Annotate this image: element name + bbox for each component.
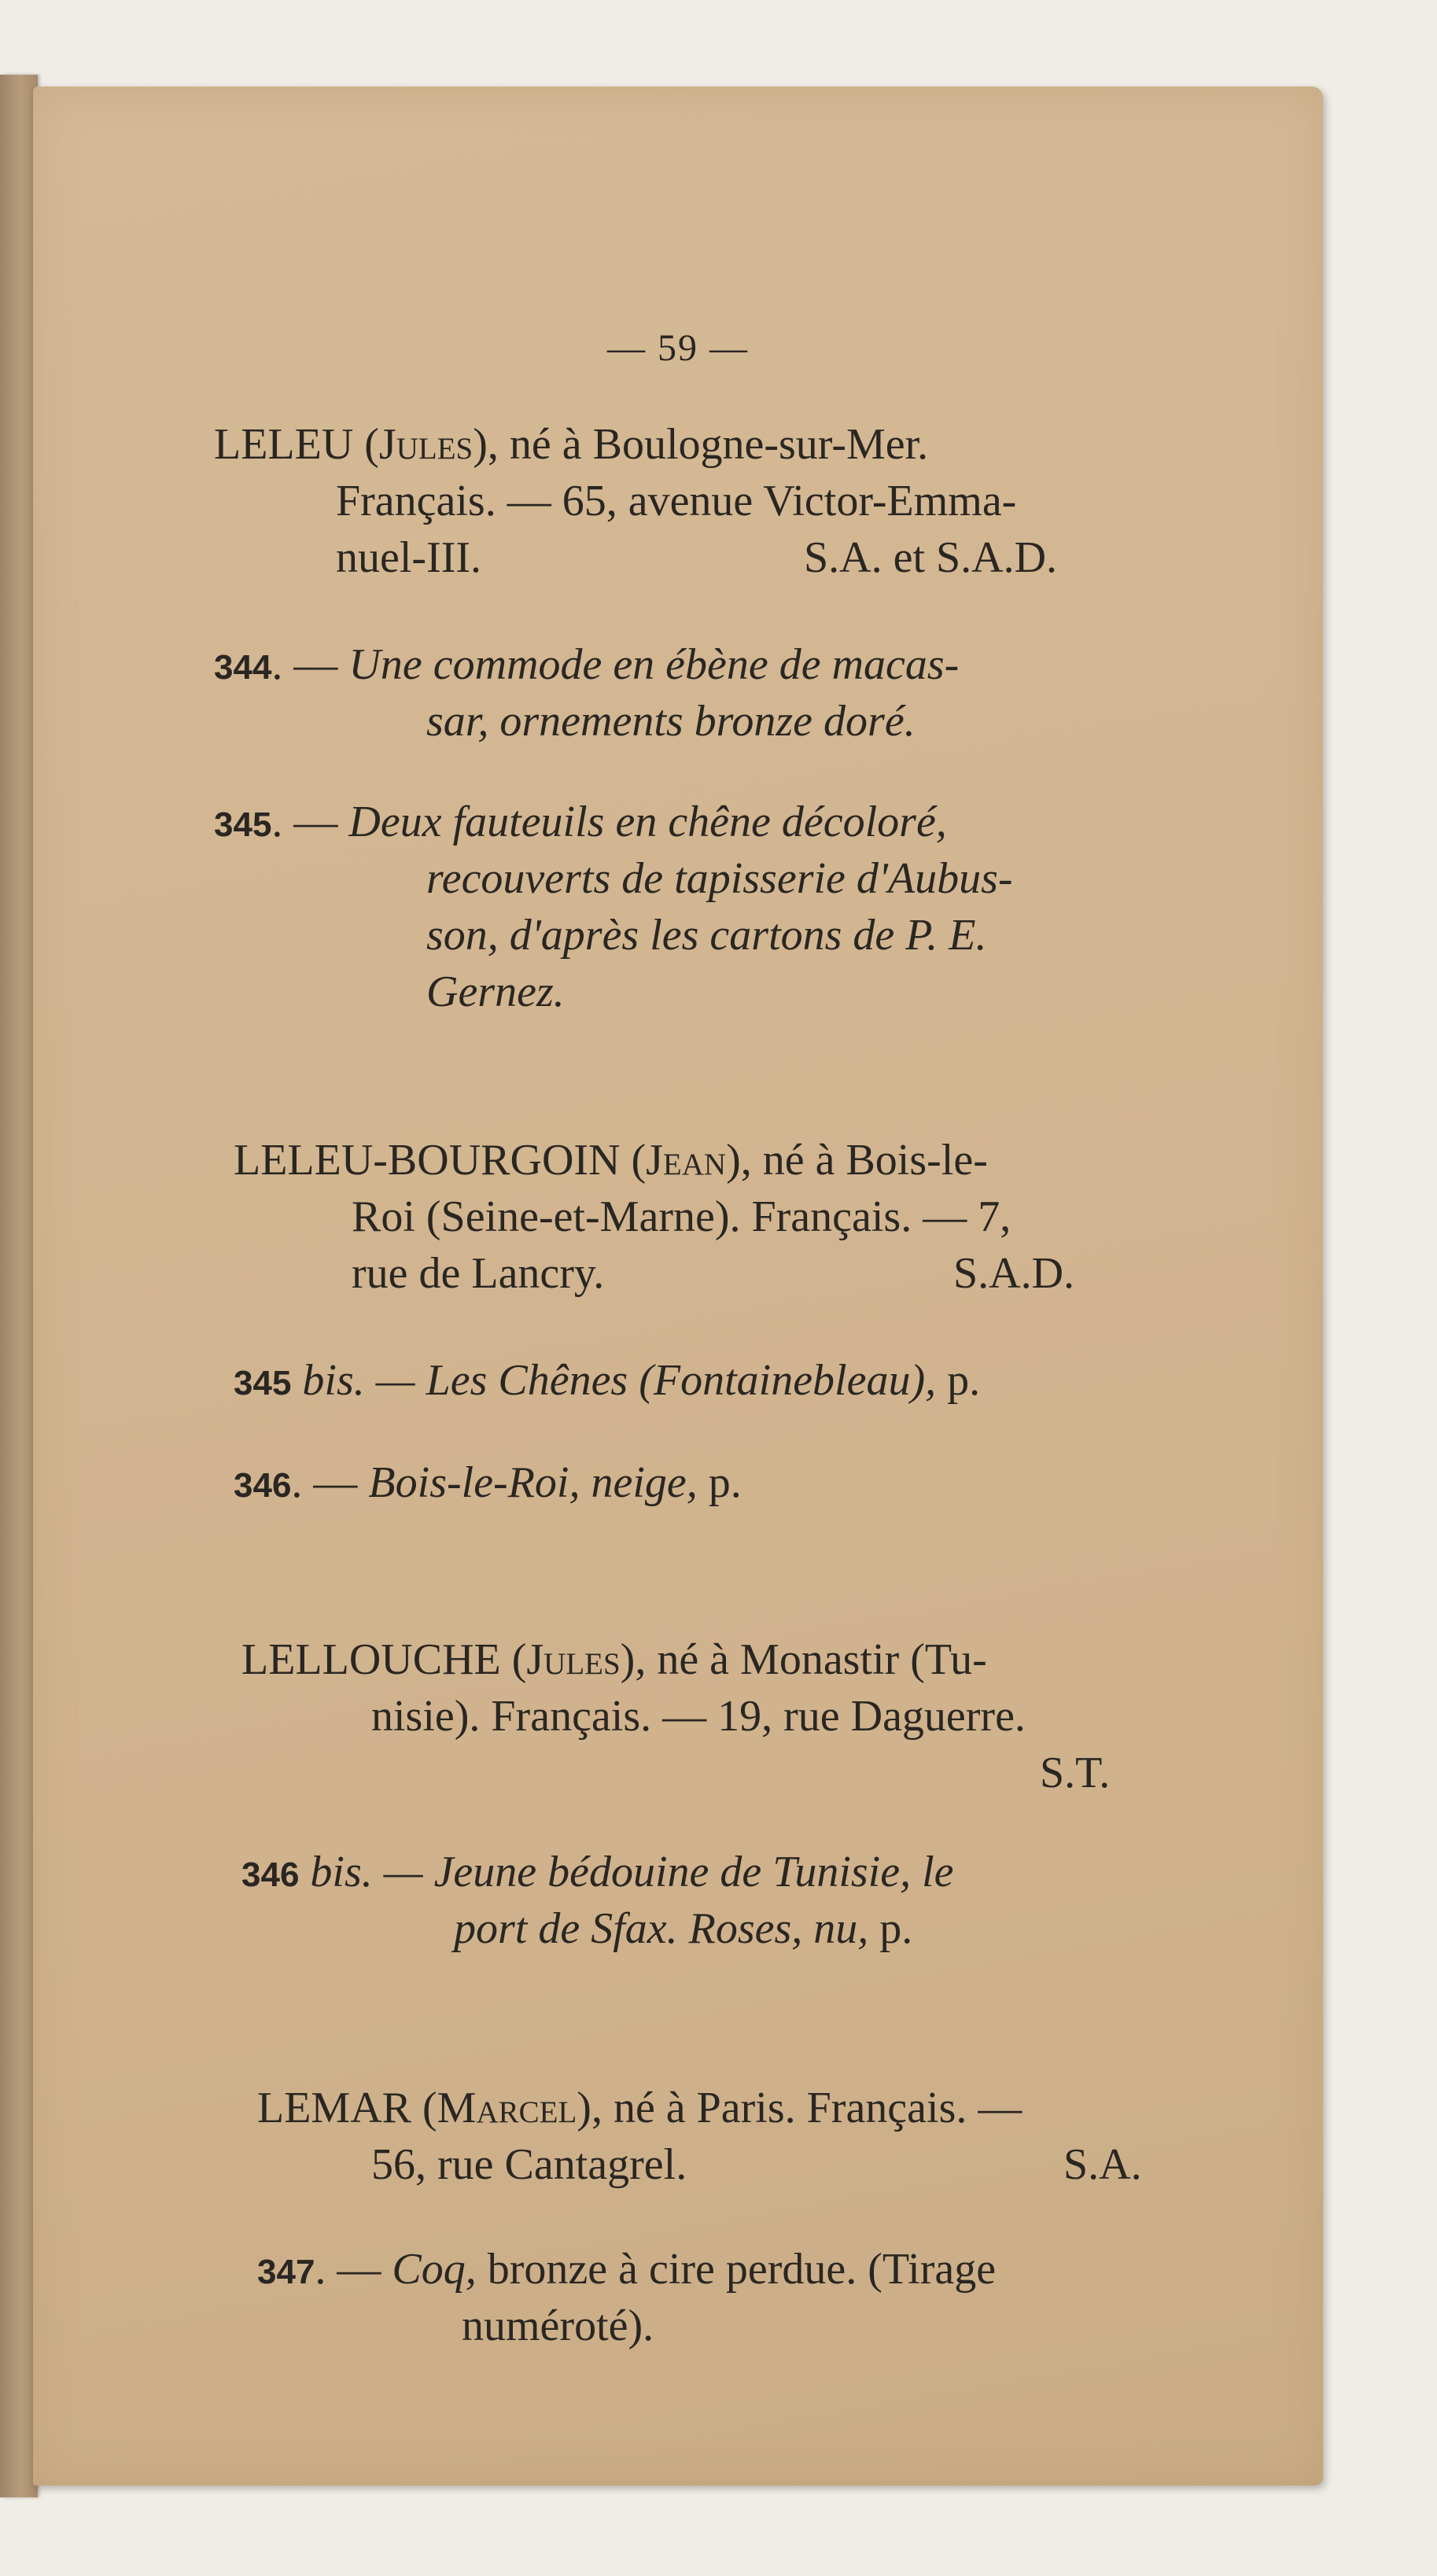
work-medium: p.	[708, 1458, 742, 1507]
work-title-cont: port de Sfax. Roses, nu,	[454, 1904, 869, 1953]
work-number: 345	[234, 1364, 292, 1402]
work-bis: bis. —	[302, 1356, 415, 1405]
work-number: 346	[241, 1856, 300, 1894]
work-title-cont: son, d'après les cartons de P. E.	[426, 911, 987, 960]
artist-name: LEMAR	[257, 2084, 411, 2132]
artist-heading	[257, 2080, 1022, 2136]
artist-name: LELEU	[214, 420, 354, 469]
artist-address: Français. — 65, avenue Victor-Emma-	[336, 477, 1017, 525]
book-page	[33, 87, 1323, 2486]
artist-name: LELLOUCHE	[241, 1635, 501, 1684]
work-title: Deux fauteuils en chêne décoloré,	[348, 798, 947, 846]
artist-societies: S.T.	[1040, 1749, 1111, 1797]
work-346	[234, 1455, 742, 1513]
artist-birth: , né à Bois-le-	[740, 1136, 988, 1185]
work-dash: . —	[291, 1458, 358, 1507]
left-page-edge	[0, 75, 38, 2497]
artist-first-name: (Jules)	[511, 1635, 636, 1684]
work-description-cont: numéroté).	[462, 2301, 654, 2350]
work-bis: bis. —	[310, 1848, 423, 1896]
work-medium: p.	[947, 1356, 981, 1405]
work-dash: . —	[315, 2245, 381, 2294]
artist-first-name: (Marcel)	[422, 2084, 591, 2132]
artist-heading	[234, 1133, 988, 1188]
work-title: Bois-le-Roi, neige,	[368, 1458, 698, 1507]
work-title: Coq,	[392, 2245, 477, 2294]
artist-address: Roi (Seine-et-Marne). Français. — 7,	[352, 1192, 1011, 1241]
artist-first-name: (Jean)	[631, 1136, 741, 1185]
artist-first-name: (Jules)	[364, 420, 488, 469]
work-medium: p.	[879, 1904, 913, 1953]
page-number: — 59 —	[607, 327, 749, 369]
work-title-cont: recouverts de tapisserie d'Aubus-	[426, 854, 1013, 903]
artist-societies: S.A. et S.A.D.	[804, 533, 1058, 582]
work-title-cont: sar, ornements bronze doré.	[426, 697, 916, 746]
work-title: Une commode en ébène de macas-	[348, 640, 960, 689]
artist-address: 56, rue Cantagrel.	[371, 2140, 687, 2189]
work-345-bis	[234, 1353, 980, 1411]
work-title-cont: Gernez.	[426, 967, 565, 1016]
artist-birth: , né à Monastir (Tu-	[635, 1635, 987, 1684]
work-description: bronze à cire perdue. (Tirage	[487, 2245, 997, 2294]
work-title: Les Chênes (Fontainebleau),	[426, 1356, 937, 1405]
artist-address-cont: nuel-III.	[336, 533, 482, 582]
work-number: 346	[234, 1466, 292, 1505]
artist-societies: S.A.D.	[953, 1249, 1075, 1298]
work-number: 347	[257, 2253, 315, 2291]
artist-birth: , né à Paris. Français. —	[591, 2084, 1022, 2132]
work-number: 344	[214, 648, 272, 687]
work-title-line2	[454, 1901, 912, 1956]
work-title: Jeune bédouine de Tunisie, le	[433, 1848, 954, 1896]
artist-name: LELEU-BOURGOIN	[234, 1136, 621, 1185]
work-347	[257, 2242, 996, 2300]
work-dash: . —	[271, 798, 338, 846]
artist-birth: , né à Boulogne-sur-Mer.	[487, 420, 929, 469]
artist-address: nisie). Français. — 19, rue Daguerre.	[371, 1692, 1026, 1741]
work-dash: . —	[271, 640, 338, 689]
work-number: 345	[214, 805, 272, 844]
work-346-bis	[241, 1844, 954, 1903]
artist-heading	[214, 417, 928, 472]
work-345	[214, 794, 947, 853]
artist-address-cont: rue de Lancry.	[352, 1249, 605, 1298]
artist-heading	[241, 1632, 987, 1687]
artist-societies: S.A.	[1063, 2140, 1142, 2189]
work-344	[214, 637, 959, 695]
